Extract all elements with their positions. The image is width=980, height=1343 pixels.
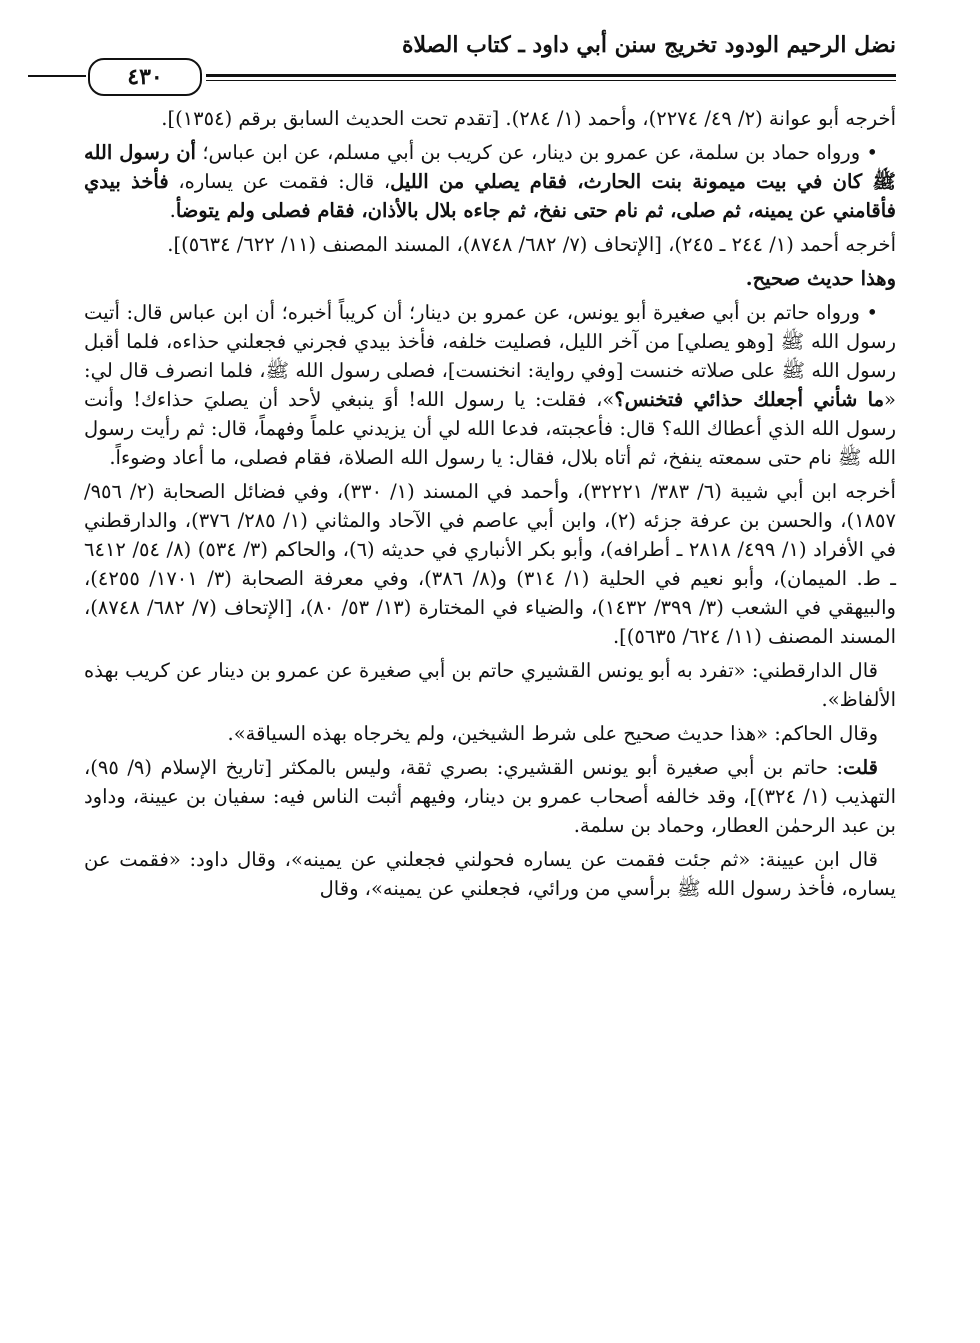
hadith-quote-bold: ما شأني أجعلك حذائي فتخنس؟	[614, 388, 885, 411]
paragraph-daraqutni: قال الدارقطني: «تفرد به أبو يونس القشيري حاتم بن أبي صغيرة عن عمرو بن دينار عن كريب بهذه الألفاظ».	[84, 659, 896, 711]
paragraph-commentary	[84, 753, 896, 840]
hadith-text-bold-2: فأخذ بيدي فأقامني عن يمينه، ثم صلى، ثم نام حتى نفخ، ثم جاءه بلال بالأذان، فقام فصلى ولم يتوضأ	[84, 170, 896, 222]
header-rule	[206, 74, 896, 77]
paragraph-hakim: وقال الحاكم: «هذا حديث صحيح على شرط الشيخين، ولم يخرجاه بهذه السياقة».	[227, 722, 878, 745]
page-header	[84, 26, 896, 96]
commentary-text: : حاتم بن أبي صغيرة أبو يونس القشيري: بصري ثقة، وليس بالمكثر [تاريخ الإسلام (٩/ ٩٥)، التهذيب (١/ ٣٢٤)]، وقد خالفه أصحاب عمرو بن دينار، وفيهم أثبت الناس فيه: سفيان بن عيينة، وداود بن عبد الرحمٰن العطار، وحماد بن سلمة.	[84, 756, 896, 837]
narration-intro: • ورواه حماد بن سلمة، عن عمرو بن دينار، عن كريب بن أبي مسلم، عن ابن عباس؛	[195, 141, 878, 164]
header-rule-left	[28, 75, 86, 77]
page-body	[84, 104, 896, 908]
narration-end: .	[169, 199, 176, 222]
narration-text: • ورواه حاتم بن أبي صغيرة أبو يونس، عن عمرو بن دينار؛ أن كريباً أخبره؛ أن ابن عباس قال: أتيت رسول الله ﷺ [وهو يصلي] من آخر الليل، فصليت خلفه، فأخذ بيدي فجرني فجعلني حذاءه، فلما أقبل رسول الله ﷺ على صلاته خنست [وفي رواية: انخنست]، فصلى رسول الله ﷺ، فلما انصرف قال لي: «	[84, 301, 896, 411]
page-number: ٤٣٠	[127, 64, 163, 90]
running-title: نضل الرحيم الودود تخريج سنن أبي داود ـ كتاب الصلاة	[401, 32, 896, 58]
header-rule-thin	[206, 80, 896, 81]
commentary-label: قلت	[843, 756, 878, 779]
paragraph-takhrij-1: أخرجه أبو عوانة (٢/ ٤٩/ ٢٢٧٤)، وأحمد (١/ ٢٨٤). [تقدم تحت الحديث السابق برقم (١٣٥٤)].	[161, 107, 896, 130]
paragraph-hatim-narration	[84, 298, 896, 472]
hadith-text-bold-1: أن رسول الله ﷺ كان في بيت ميمونة بنت الحارث، فقام يصلي من الليل	[84, 141, 896, 193]
paragraph-verdict: وهذا حديث صحيح.	[745, 267, 896, 290]
page-number-badge	[88, 58, 202, 96]
paragraph-takhrij-2: أخرجه أحمد (١/ ٢٤٤ ـ ٢٤٥)، [الإتحاف (٧/ ٦٨٢/ ٨٧٤٨)، المسند المصنف (١١/ ٦٢٢/ ٥٦٣٤)].	[167, 233, 896, 256]
narration-mid: ، قال: فقمت عن يساره،	[168, 170, 391, 193]
paragraph-hammad-narration	[84, 138, 896, 225]
paragraph-ibn-uyaynah: قال ابن عيينة: «ثم جئت فقمت عن يساره فحولني فجعلني عن يمينه»، وقال داود: «فقمت عن يساره، فأخذ رسول الله ﷺ برأسي من ورائي، فجعلني عن يمينه»، وقال	[84, 848, 896, 900]
narration-continuation: »، فقلت: يا رسول الله! أوَ ينبغي لأحد أن يصليَ حذاءك! وأنت رسول الله الذي أعطاك الله؟ قال: فأعجبته، فدعا الله لي أن يزيدني علماً وفهماً، قال: ثم رأيت رسول الله ﷺ نام حتى سمعته ينفخ، ثم أتاه بلال، فقال: يا رسول الله الصلاة، فقام فصلى، ما أعاد وضوءاً.	[84, 388, 896, 469]
paragraph-takhrij-3: أخرجه ابن أبي شيبة (٦/ ٣٨٣/ ٣٢٢٢١)، وأحمد في المسند (١/ ٣٣٠)، وفي فضائل الصحابة (٢/ ٩٥٦/ ١٨٥٧)، والحسن بن عرفة جزئه (٢)، وابن أبي عاصم في الآحاد والمثاني (١/ ٢٨٥/ ٣٧٦)، والدارقطني في الأفراد (١/ ٤٩٩/ ٢٨١٨ ـ أطرافه)، وأبو بكر الأنباري في حديثه (٦)، والحاكم (٣/ ٥٣٤) (٨/ ٥٤/ ٦٤١٢ ـ ط. الميمان)، وأبو نعيم في الحلية (١/ ٣١٤) و(٨/ ٣٨٦)، وفي معرفة الصحابة (٣/ ١٧٠١/ ٤٢٥٥)، والبيهقي في الشعب (٣/ ٣٩٩/ ١٤٣٢)، والضياء في المختارة (١٣/ ٥٣/ ٨٠)، [الإتحاف (٧/ ٦٨٢/ ٨٧٤٨)، المسند المصنف (١١/ ٦٢٤/ ٥٦٣٥)].	[84, 480, 896, 648]
